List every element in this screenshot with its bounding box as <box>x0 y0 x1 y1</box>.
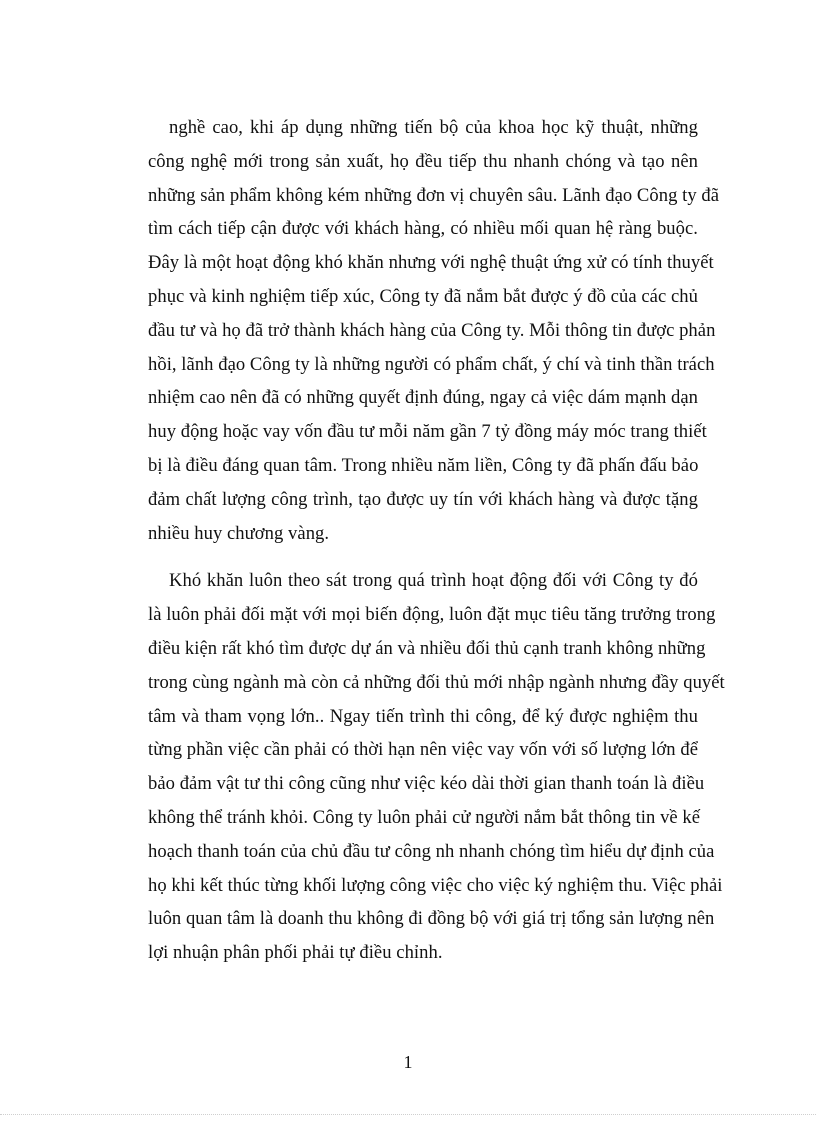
body-text <box>148 111 725 970</box>
text-line: từng phần việc cần phải có thời hạn nên việc vay vốn với số lượng lớn để <box>148 739 698 761</box>
text-line: phục và kinh nghiệm tiếp xúc, Công ty đã nắm bắt được ý đồ của các chủ <box>148 285 698 307</box>
text-line: Khó khăn luôn theo sát trong quá trình hoạt động đối với Công ty đó <box>169 570 698 592</box>
paragraph-2 <box>148 564 725 970</box>
text-line: Đây là một hoạt động khó khăn nhưng với nghệ thuật ứng xử có tính thuyết <box>148 252 714 274</box>
text-line: công nghệ mới trong sản xuất, họ đều tiếp thu nhanh chóng và tạo nên <box>148 150 698 172</box>
text-line: bị là điều đáng quan tâm. Trong nhiều năm liền, Công ty đã phấn đấu bảo <box>148 454 699 476</box>
text-line: lợi nhuận phân phối phải tự điều chỉnh. <box>148 942 443 964</box>
page-number: 1 <box>403 1052 413 1072</box>
text-line: những sản phẩm không kém những đơn vị chuyên sâu. Lãnh đạo Công ty đã <box>148 184 720 206</box>
text-line: tìm cách tiếp cận được với khách hàng, có nhiều mối quan hệ ràng buộc. <box>148 218 698 240</box>
text-line: đầu tư và họ đã trở thành khách hàng của Công ty. Mỗi thông tin được phản <box>148 319 716 341</box>
text-line: không thể tránh khỏi. Công ty luôn phải cử người nắm bắt thông tin về kế <box>148 806 701 828</box>
text-line: họ khi kết thúc từng khối lượng công việc cho việc ký nghiệm thu. Việc phải <box>148 874 723 896</box>
text-line: trong cùng ngành mà còn cả những đối thủ mới nhập ngành nhưng đầy quyết <box>148 671 725 693</box>
text-line: tâm và tham vọng lớn.. Ngay tiến trình thi công, để ký được nghiệm thu <box>148 705 698 727</box>
text-line: luôn quan tâm là doanh thu không đi đồng bộ với giá trị tổng sản lượng nên <box>148 908 715 930</box>
text-line: hoạch thanh toán của chủ đầu tư công nh nhanh chóng tìm hiểu dự định của <box>148 840 715 862</box>
text-line: đảm chất lượng công trình, tạo được uy tín với khách hàng và được tặng <box>148 488 698 510</box>
text-line: huy động hoặc vay vốn đầu tư mỗi năm gần 7 tỷ đồng máy móc trang thiết <box>148 421 707 443</box>
text-line: điều kiện rất khó tìm được dự án và nhiều đối thủ cạnh tranh không những <box>148 637 706 659</box>
text-line: nghề cao, khi áp dụng những tiến bộ của khoa học kỹ thuật, những <box>169 117 698 138</box>
paragraph-1 <box>148 111 720 550</box>
text-line: nhiệm cao nên đã có những quyết định đúng, ngay cả việc dám mạnh dạn <box>148 387 698 409</box>
page-bottom-divider <box>0 1114 816 1115</box>
text-line: nhiều huy chương vàng. <box>148 522 330 544</box>
text-line: bảo đảm vật tư thi công cũng như việc kéo dài thời gian thanh toán là điều <box>148 773 705 795</box>
text-line: hồi, lãnh đạo Công ty là những người có phẩm chất, ý chí và tinh thần trách <box>148 353 715 375</box>
text-line: là luôn phải đối mặt với mọi biến động, luôn đặt mục tiêu tăng trưởng trong <box>148 604 716 626</box>
